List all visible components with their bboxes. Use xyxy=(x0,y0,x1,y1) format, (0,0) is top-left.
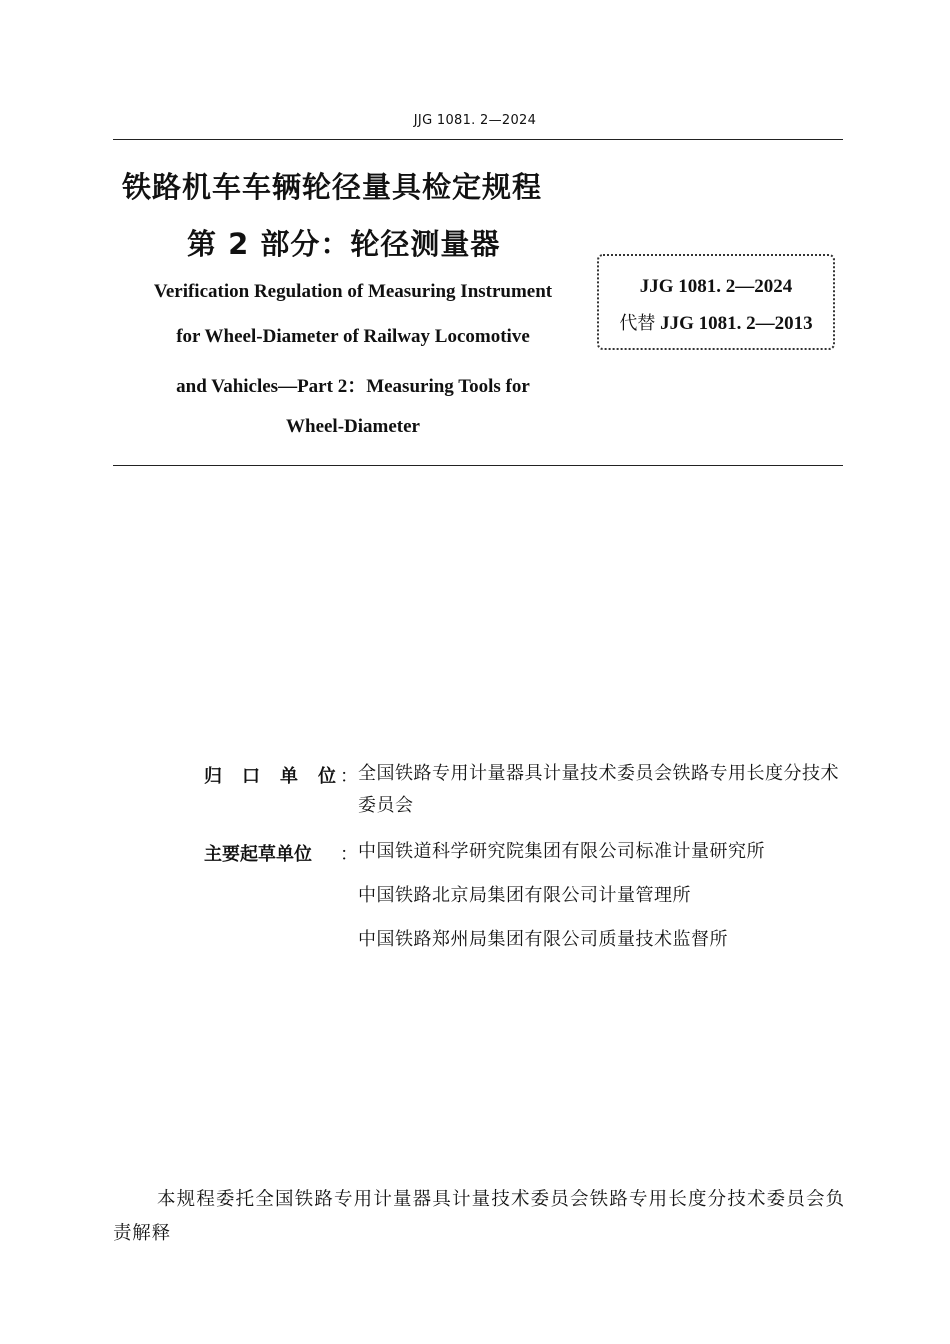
drafting-unit-3: 中国铁路郑州局集团有限公司质量技术监督所 xyxy=(358,929,728,950)
drafting-colon: ： xyxy=(340,844,358,865)
replaced-standard-line xyxy=(597,309,835,335)
label-char: 归 xyxy=(204,766,222,787)
current-standard-code: JJG 1081. 2—2024 xyxy=(639,276,793,297)
responsible-colon: ： xyxy=(340,766,358,787)
standard-code-box xyxy=(597,254,835,350)
title-english-line1: Verification Regulation of Measuring Instrument xyxy=(153,281,553,302)
responsible-unit-label xyxy=(204,762,342,788)
title-english-line3: and Vahicles—Part 2：Measuring Tools for xyxy=(176,376,530,397)
replaced-standard-code: JJG 1081. 2—2013 xyxy=(660,313,813,334)
title-english-line2: for Wheel-Diameter of Railway Locomotive xyxy=(176,326,530,347)
drafting-unit-1: 中国铁道科学研究院集团有限公司标准计量研究所 xyxy=(358,841,765,862)
responsible-unit-text: 全国铁路专用计量器具计量技术委员会铁路专用长度分技术委员会 xyxy=(358,763,839,816)
header-standard-code: JJG 1081. 2—2024 xyxy=(413,113,537,128)
top-divider xyxy=(113,139,843,140)
label-char: 单 xyxy=(280,766,298,787)
interpretation-note: 本规程委托全国铁路专用计量器具计量技术委员会铁路专用长度分技术委员会负责解释 xyxy=(113,1189,845,1244)
replace-prefix: 代替 xyxy=(619,313,656,334)
title-english-line4: Wheel-Diameter xyxy=(286,416,420,437)
middle-divider xyxy=(113,465,843,466)
label-char: 位 xyxy=(318,766,336,787)
drafting-unit-2: 中国铁路北京局集团有限公司计量管理所 xyxy=(358,885,691,906)
label-char: 口 xyxy=(242,766,260,787)
title-chinese-line2: 第 2 部分：轮径测量器 xyxy=(187,227,501,261)
drafting-unit-label: 主要起草单位 xyxy=(204,844,312,865)
title-chinese-line1: 铁路机车车辆轮径量具检定规程 xyxy=(122,170,543,204)
